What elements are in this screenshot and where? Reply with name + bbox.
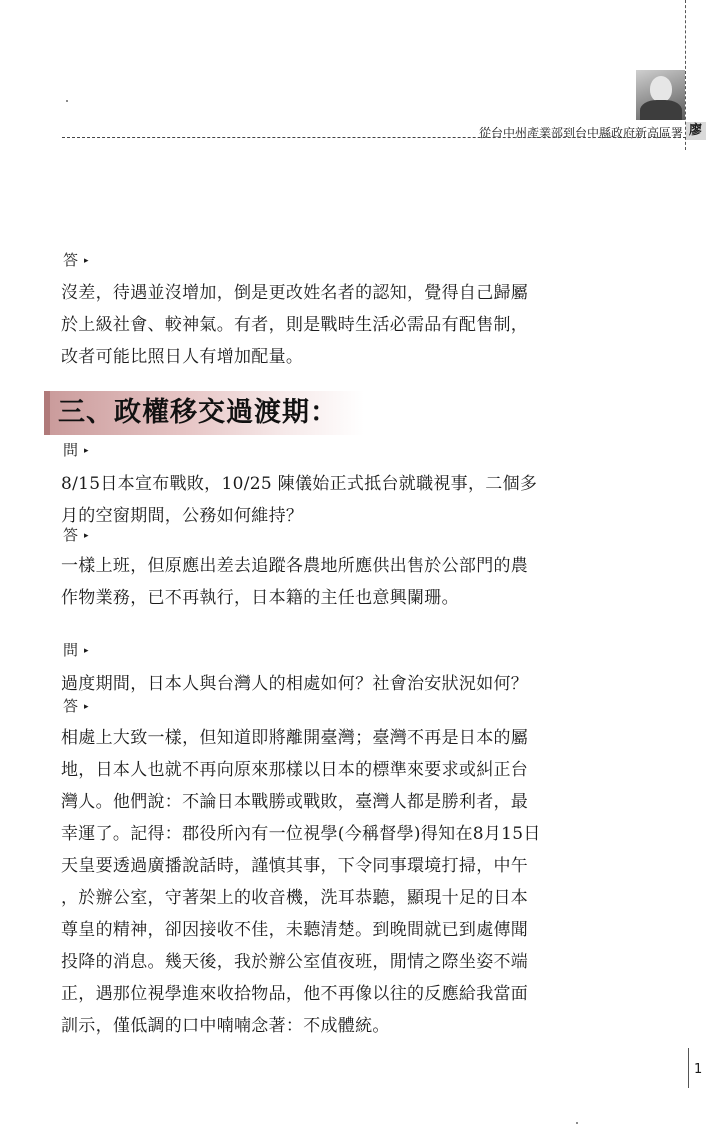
text-line: 幸運了。記得：郡役所內有一位視學(今稱督學)得知在8月15日 bbox=[61, 824, 541, 844]
triangle-marker-icon: ▸ bbox=[84, 702, 89, 712]
portrait-photo bbox=[636, 70, 685, 120]
text-line: 相處上大致一樣，但知道即將離開臺灣；臺灣不再是日本的屬 bbox=[61, 728, 529, 748]
text-line: 正，遇那位視學進來收拾物品，他不再像以往的反應給我當面 bbox=[61, 984, 529, 1004]
text-line: 地，日本人也就不再向原來那樣以日本的標準來要求或糾正台 bbox=[61, 760, 529, 780]
text-line: ，於辦公室，守著架上的收音機，洗耳恭聽，顯現十足的日本 bbox=[61, 888, 529, 908]
running-title: 從台中州產業部到台中縣政府新高區署 bbox=[478, 126, 683, 140]
triangle-marker-icon: ▸ bbox=[84, 531, 89, 541]
answer-label-text: 答 bbox=[63, 251, 79, 269]
triangle-marker-icon: ▸ bbox=[84, 646, 89, 656]
scan-speck bbox=[576, 1122, 578, 1124]
question-label-text: 問 bbox=[63, 641, 79, 659]
text-line: 訓示，僅低調的口中喃喃念著：不成體統。 bbox=[61, 1016, 390, 1036]
text-line: 8/15日本宣布戰敗，10/25 陳儀始正式抵台就職視事，二個多 bbox=[61, 474, 538, 494]
text-line: 過度期間，日本人與台灣人的相處如何？社會治安狀況如何？ bbox=[61, 674, 529, 694]
answer-label bbox=[63, 696, 89, 717]
answer-label-text: 答 bbox=[63, 697, 79, 715]
answer-paragraph bbox=[61, 277, 531, 373]
portrait-body bbox=[640, 100, 682, 120]
question-label bbox=[63, 440, 89, 461]
text-line: 沒差，待遇並沒增加，倒是更改姓名者的認知，覺得自己歸屬 bbox=[61, 283, 529, 303]
section-heading-accent bbox=[44, 391, 50, 435]
question-paragraph bbox=[61, 468, 538, 532]
author-tab: 廖 bbox=[686, 122, 706, 140]
page-number: 1 bbox=[694, 1062, 703, 1077]
text-line: 投降的消息。幾天後，我於辦公室值夜班，閒情之際坐姿不端 bbox=[61, 952, 529, 972]
text-line: 灣人。他們說：不論日本戰勝或戰敗，臺灣人都是勝利者，最 bbox=[61, 792, 529, 812]
answer-label-text: 答 bbox=[63, 526, 79, 544]
header-dashed-rule bbox=[62, 137, 686, 138]
answer-label bbox=[63, 525, 89, 546]
section-title: 三、政權移交過渡期： bbox=[58, 397, 338, 428]
text-line: 作物業務，已不再執行，日本籍的主任也意興闌珊。 bbox=[61, 588, 459, 608]
answer-paragraph bbox=[61, 722, 541, 1042]
question-label-text: 問 bbox=[63, 441, 79, 459]
page-number-rule bbox=[688, 1048, 689, 1088]
answer-paragraph bbox=[61, 550, 531, 614]
text-line: 月的空窗期間，公務如何維持？ bbox=[61, 506, 304, 526]
text-line: 尊皇的精神，卻因接收不佳，未聽清楚。到晚間就已到處傳聞 bbox=[61, 920, 529, 940]
text-line: 於上級社會、較神氣。有者，則是戰時生活必需品有配售制， bbox=[61, 315, 529, 335]
answer-label bbox=[63, 250, 89, 271]
question-paragraph bbox=[61, 668, 531, 700]
scan-speck bbox=[66, 100, 68, 102]
portrait-head bbox=[650, 76, 672, 102]
text-line: 一樣上班，但原應出差去追蹤各農地所應供出售於公部門的農 bbox=[61, 556, 529, 576]
triangle-marker-icon: ▸ bbox=[84, 446, 89, 456]
text-line: 改者可能比照日人有增加配量。 bbox=[61, 347, 304, 367]
question-label bbox=[63, 640, 89, 661]
text-line: 天皇要透過廣播說話時，謹慎其事，下令同事環境打掃，中午 bbox=[61, 856, 529, 876]
triangle-marker-icon: ▸ bbox=[84, 256, 89, 266]
